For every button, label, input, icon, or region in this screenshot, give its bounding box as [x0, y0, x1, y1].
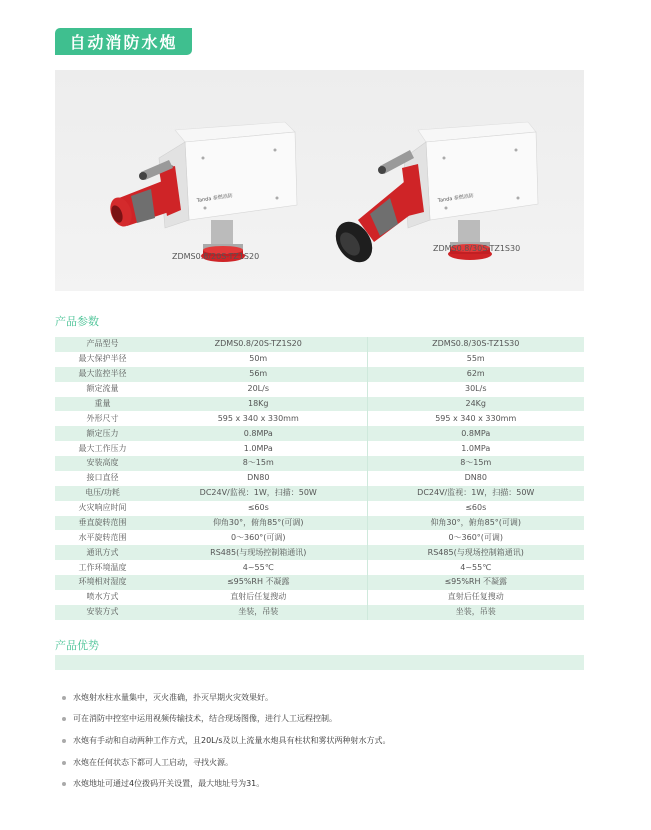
spec-value: 62m: [367, 367, 584, 382]
bullet-dot-icon: [62, 696, 66, 700]
model-caption-1: ZDMS0.8/20S-TZ1S20: [172, 252, 260, 261]
spec-value: ZDMS0.8/20S-TZ1S20: [150, 337, 367, 352]
spec-label: 喷水方式: [86, 592, 119, 602]
advantage-text: 水炮有手动和自动两种工作方式，且20L/s及以上流量水炮具有柱状和雾状两种射水方式。: [73, 736, 391, 745]
spec-row: [55, 605, 584, 620]
spec-value: 1.0MPa: [367, 441, 584, 456]
spec-value: 30L/s: [367, 382, 584, 397]
advantage-item: [62, 713, 337, 724]
spec-value: 坐装，吊装: [367, 605, 584, 620]
spec-row: [55, 545, 584, 560]
spec-value: DC24V/监视：1W，扫描：50W: [150, 486, 367, 501]
spec-label: 电压/功耗: [55, 486, 150, 501]
advantage-text: 水炮地址可通过4位拨码开关设置，最大地址号为31。: [73, 779, 265, 788]
spec-label: 安装方式: [55, 605, 150, 620]
spec-value: 56m: [150, 367, 367, 382]
spec-value: 55m: [367, 352, 584, 367]
spec-value: RS485(与现场控制箱通讯): [367, 545, 584, 560]
spec-value: ≤60s: [367, 501, 584, 516]
advantages-section-title: 产品优势: [55, 639, 99, 652]
spec-row: [55, 426, 584, 441]
spec-value: RS485(与现场控制箱通讯): [150, 545, 367, 560]
spec-label: 水平旋转范围: [78, 532, 127, 542]
spec-table: [55, 337, 584, 620]
bullet-dot-icon: [62, 717, 66, 721]
spec-row: [55, 352, 584, 367]
spec-label: 安装高度: [55, 456, 150, 471]
spec-value: 8～15m: [150, 456, 367, 471]
spec-label: 火灾响应时间: [78, 503, 127, 513]
advantage-text: 可在消防中控室中运用视频传输技术，结合现场图像，进行人工远程控制。: [73, 714, 337, 723]
spec-row: [55, 456, 584, 471]
svg-text:Tanda 泰燃消防: Tanda 泰燃消防: [437, 192, 475, 204]
spec-label: 额定流量: [86, 384, 119, 394]
spec-label: 垂直旋转范围: [55, 516, 150, 531]
model-caption-2: ZDMS0.8/30S-TZ1S30: [433, 244, 521, 253]
bullet-dot-icon: [62, 739, 66, 743]
spec-row: [55, 441, 584, 456]
spec-value: ≤95%RH 不凝露: [367, 575, 584, 590]
advantages-header-bar: [55, 655, 584, 670]
spec-value: 0.8MPa: [150, 426, 367, 441]
spec-value: DC24V/监视：1W，扫描：50W: [367, 486, 584, 501]
spec-row: [55, 337, 584, 352]
spec-value: 4~55℃: [367, 560, 584, 575]
advantage-item: [62, 735, 391, 746]
spec-row: [55, 590, 584, 605]
spec-row: [55, 516, 584, 531]
spec-value: 0.8MPa: [367, 426, 584, 441]
spec-row: [55, 382, 584, 397]
advantage-text: 水炮在任何状态下都可人工启动，寻找火源。: [73, 758, 233, 767]
spec-row: [55, 397, 584, 412]
spec-value: 8～15m: [367, 456, 584, 471]
spec-value: 1.0MPa: [243, 443, 273, 453]
spec-value: 0～360°(可调): [367, 530, 584, 545]
spec-row: [55, 575, 584, 590]
spec-value: 595 x 340 x 330mm: [367, 411, 584, 426]
bullet-dot-icon: [62, 782, 66, 786]
spec-label: 重量: [55, 397, 150, 412]
spec-value: 仰角30°，俯角85°(可调): [150, 516, 367, 531]
spec-row: [55, 367, 584, 382]
spec-value: ≤60s: [247, 503, 269, 513]
spec-row: [55, 411, 584, 426]
spec-label: 工作环境温度: [78, 562, 127, 572]
spec-row: [55, 560, 584, 575]
spec-row: [55, 530, 584, 545]
spec-value: 24Kg: [367, 397, 584, 412]
spec-label: 通讯方式: [55, 545, 150, 560]
spec-value: 直射后任复搜动: [367, 590, 584, 605]
spec-value: 坐装，吊装: [150, 605, 367, 620]
spec-value: ≤95%RH 不凝露: [150, 575, 367, 590]
bullet-dot-icon: [62, 761, 66, 765]
spec-label: 最大保护半径: [78, 354, 127, 364]
spec-value: 直射后任复搜动: [230, 592, 287, 602]
svg-text:Tanda 泰燃消防: Tanda 泰燃消防: [196, 192, 234, 204]
spec-label: 接口直径: [86, 473, 119, 483]
page-title-badge: 自动消防水炮: [55, 28, 192, 55]
spec-row: [55, 486, 584, 501]
spec-label: 外形尺寸: [86, 413, 119, 423]
spec-value: 18Kg: [150, 397, 367, 412]
spec-value: ZDMS0.8/30S-TZ1S30: [367, 337, 584, 352]
spec-label: 最大监控半径: [55, 367, 150, 382]
advantage-item: [62, 692, 273, 703]
spec-value: 595 x 340 x 330mm: [217, 413, 299, 423]
spec-value: DN80: [367, 471, 584, 486]
spec-label: 最大工作压力: [78, 443, 127, 453]
spec-value: 20L/s: [247, 384, 269, 394]
advantage-item: [62, 778, 264, 789]
spec-value: 0～360°(可调): [230, 532, 286, 542]
spec-value: 4~55℃: [242, 562, 274, 572]
spec-label: 额定压力: [55, 426, 150, 441]
product-photo-panel: [55, 70, 584, 291]
spec-label: 环境相对湿度: [55, 575, 150, 590]
specs-section-title: 产品参数: [55, 315, 99, 328]
advantage-text: 水炮射水柱水量集中，灭火准确，扑灭早期火灾效果好。: [73, 693, 273, 702]
spec-value: 仰角30°，俯角85°(可调): [367, 516, 584, 531]
spec-value: 50m: [249, 354, 268, 364]
spec-label: 产品型号: [55, 337, 150, 352]
advantage-item: [62, 757, 233, 768]
spec-row: [55, 471, 584, 486]
spec-value: DN80: [247, 473, 270, 483]
spec-row: [55, 501, 584, 516]
